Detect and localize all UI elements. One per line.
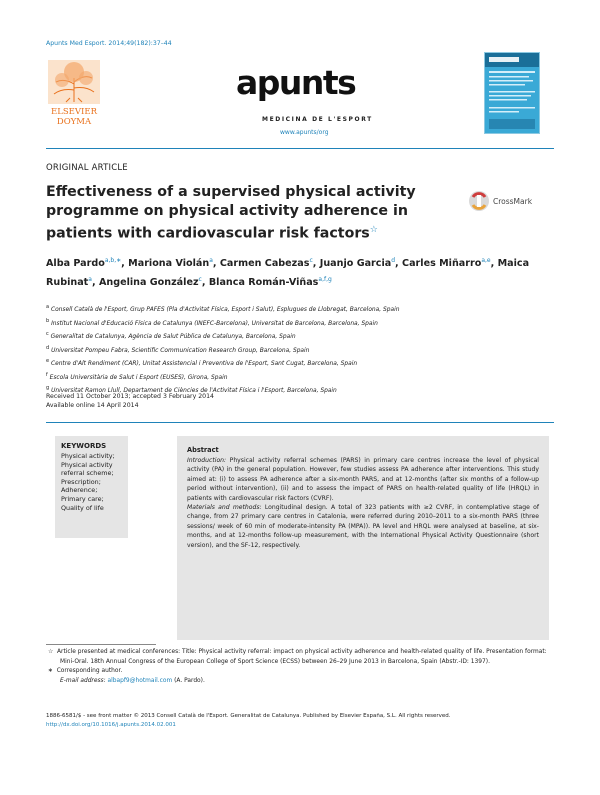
keyword: Physical activity;: [61, 452, 115, 460]
author: Carles Miñarro$^{a,e}$: [402, 257, 491, 270]
affiliation: $^g$ Universitat Ramon Llull, Departament de Ciències de l'Activitat Física i l'Esport, Barcelona, Spain: [46, 385, 337, 395]
crossmark-badge[interactable]: [468, 189, 558, 213]
keywords-box: [55, 436, 128, 538]
article-dates: [46, 393, 214, 410]
publisher-name: ELSEVIER: [51, 107, 97, 117]
keyword: Physical activity referral scheme;: [61, 460, 114, 478]
author: Juanjo Garcia$^d$: [319, 257, 396, 270]
keyword: Quality of life: [61, 503, 104, 512]
elsevier-tree-logo: [44, 58, 104, 126]
keyword: Adherence;: [61, 486, 98, 495]
article-type-label: ORIGINAL ARTICLE: [46, 163, 128, 173]
journal-subtitle: MEDICINA DE L'ESPORT: [262, 116, 373, 123]
journal-citation: Apunts Med Esport. 2014;49(182):37–44: [46, 40, 172, 47]
dates-divider: [46, 422, 554, 423]
affiliation: $^f$ Escola Universitària de Salut i Esport (EUSES), Girona, Spain: [46, 371, 228, 381]
author: Mariona Violán$^a$: [128, 257, 213, 270]
abstract-introduction: Introduction: Physical activity referral schemes (PARS) in primary care centres increase the level of physical activity (PA) in the general population. However, few studies assess PA adherence after interventions. This study aimed at: (i) to assess PA adherence after a six-month PARS, and at 12-months (after six months of a follow-up period without intervention), (ii) and to assess the impact of PARS on health-related quality of life (HRQL) in patients with cardiovascular risk factors (CVRF).: [187, 457, 539, 502]
corresponding-author-footnote: ∗ Corresponding author.: [48, 668, 123, 675]
keywords-title: KEYWORDS: [61, 442, 107, 450]
affiliation: $^d$ Universitat Pompeu Fabra, Scientific Communication Research Group, Barcelona, Spain: [46, 344, 310, 354]
footnote-divider: [46, 644, 156, 645]
article-title: [46, 183, 416, 244]
received-date: Received 11 October 2013; accepted 3 February 2014: [46, 393, 214, 400]
title-footnote-mark[interactable]: ☆: [369, 225, 378, 235]
abstract-box: [177, 436, 549, 640]
author: Alba Pardo$^{a,b,∗}$: [46, 257, 122, 270]
copyright-line: 1886-6581/$ - see front matter © 2013 Consell Català de l'Esport. Generalitat de Catalunya. Published by Elsevier España, S.L. All rights reserved.: [46, 713, 451, 719]
article-title-text: Effectiveness of a supervised physical activity programme on physical activity adherence in patients with cardiovascular risk factors: [46, 184, 416, 242]
footnotes: [46, 648, 554, 687]
journal-logo: apunts: [236, 63, 356, 102]
journal-cover-image: [484, 52, 540, 134]
keyword: Prescription;: [61, 477, 101, 486]
author: Carmen Cabezas$^c$: [219, 257, 313, 270]
keyword: Primary care;: [61, 494, 104, 503]
abstract-title: Abstract: [187, 446, 219, 454]
affiliation: $^c$ Generalitat de Catalunya, Agència de Salut Pública de Catalunya, Barcelona, Spain: [46, 331, 296, 341]
author: Blanca Román-Viñas$^{a,f,g}$: [208, 276, 332, 289]
abstract-methods: Materials and methods: Longitudinal design. A total of 323 patients with ≥2 CVRF, in contemplative stage of change, from 27 primary care centres in Catalonia, were referred during 2010–2011 to a six-month PARS (three sessions/ week of 60 min of moderate-intensity PA (MPA)). PA level and HRQL were analysed at baseline, at six-months, and at 12-months follow-up measurement, with the International Physical Activity Questionnaire (short version), and the SF-12, respectively.: [187, 504, 539, 549]
affiliation-list: [46, 302, 566, 397]
header-divider: [46, 148, 554, 149]
copyright-block: [46, 712, 554, 730]
author: Angelina González$^c$: [98, 276, 202, 289]
affiliation: $^a$ Consell Català de l'Esport, Grup PAFES (Pla d'Activitat Física, Esport i Salut), Esplugues de Llobregat, Barcelona, Spain: [46, 304, 400, 313]
email-footnote: E-mail address: albapf9@hotmail.com (A. Pardo).: [60, 678, 205, 685]
publisher-subname: DOYMA: [56, 117, 92, 126]
conference-footnote: ☆ Article presented at medical conferences: Title: Physical activity referral: impact on physical activity adherence and health-related quality of life. Presentation format: Mini-Oral. 18th Annual Congress of the European College of Sport Science (ECSS) between 26–29 June 2013 in Barcelona, Spain (Abstr.-ID: 1397).: [48, 649, 547, 665]
email-link[interactable]: albapf9@hotmail.com: [107, 678, 173, 685]
affiliation: $^b$ Institut Nacional d'Educació Física de Catalunya (INEFC-Barcelona), Universitat de Barcelona, Barcelona, Spain: [46, 317, 378, 327]
online-date: Available online 14 April 2014: [46, 401, 139, 409]
affiliation: $^e$ Centre d'Alt Rendiment (CAR), Unitat Assistencial i Preventiva de l'Esport, Sant Cugat, Barcelona, Spain: [46, 358, 358, 368]
crossmark-label: CrossMark: [493, 197, 533, 206]
doi-link[interactable]: http://dx.doi.org/10.1016/j.apunts.2014.02.001: [46, 722, 176, 728]
author: Maica Rubinat$^a$: [46, 258, 530, 289]
journal-url[interactable]: www.apunts/org: [280, 129, 329, 136]
author-list: Alba Pardo$^{a,b,∗}$, Mariona Violán$^a$, Carmen Cabezas$^c$, Juanjo Garcia$^d$, Carles Miñarro$^{a,e}$, Maica Rubinat$^a$, Angelina González$^c$, Blanca Román-Viñas$^{a,f,g}$: [46, 257, 530, 289]
